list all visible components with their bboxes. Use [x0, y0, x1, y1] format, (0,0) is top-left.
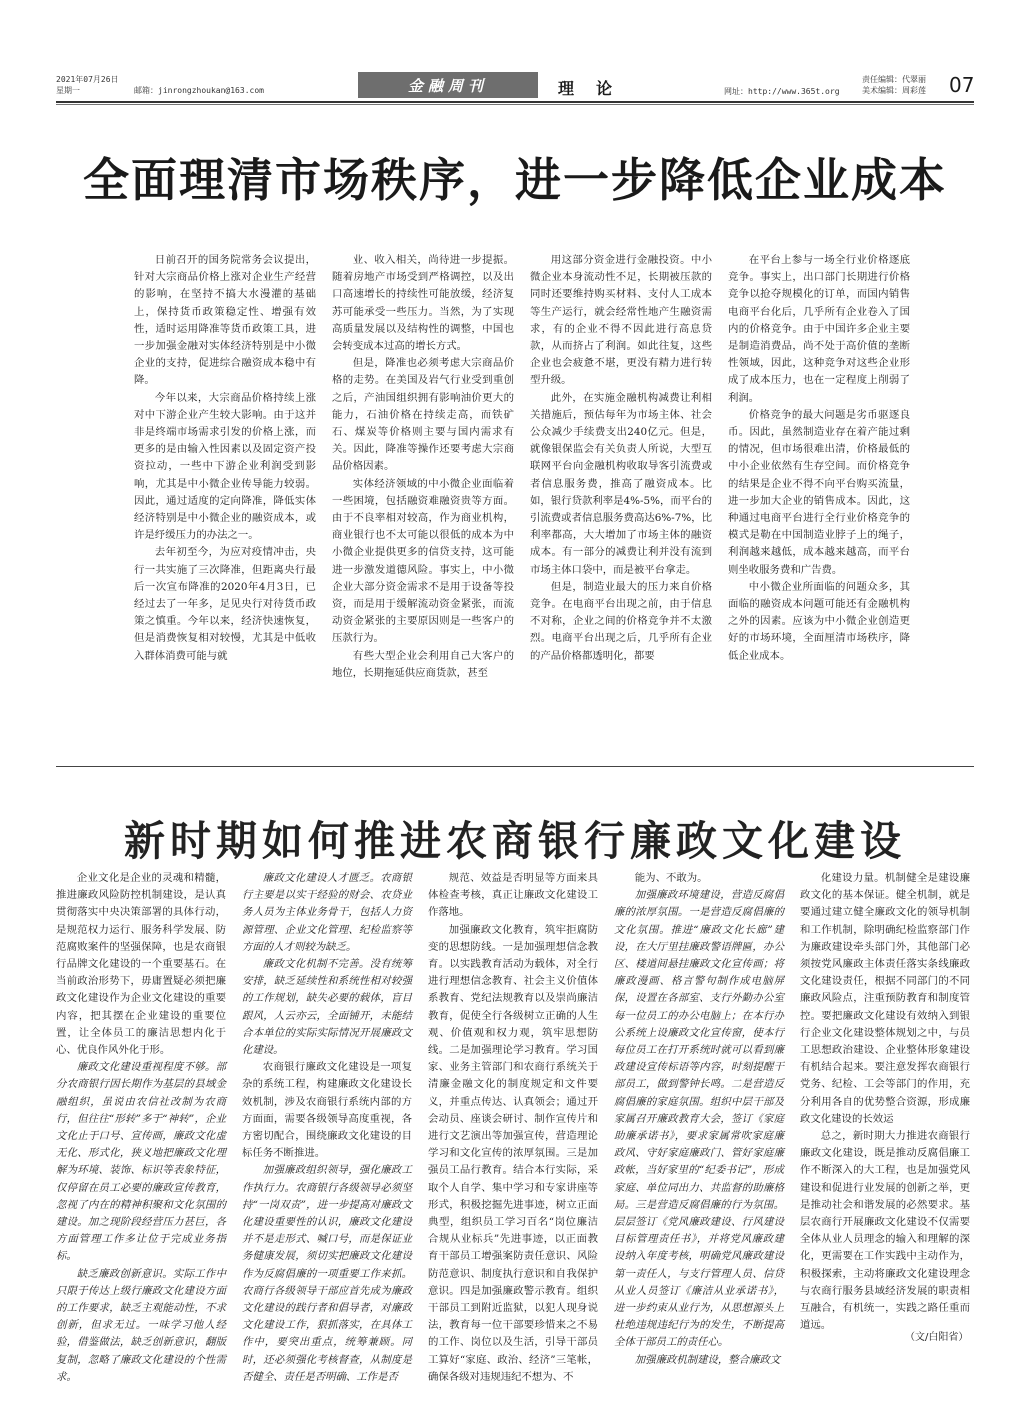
header-rule — [56, 101, 974, 103]
paragraph: 今年以来，大宗商品价格持续上涨对中下游企业产生较大影响。由于这并非是终端市场需求引发的价格上涨，而更多的是由输入性因素以及固定资产投资拉动，一些中下游企业利润受到影响，尤其是中小微企业传导能力较弱。因此，通过适度的定向降准，降低实体经济特别是中小微企业的融资成本，或许是纾缓压力的办法之一。 — [134, 391, 316, 542]
paragraph: 但是，制造业最大的压力来自价格竞争。在电商平台出现之前，由于信息不对称，企业之间的价格竞争并不太激烈。电商平台出现之后，几乎所有企业的产品价格都透明化，都要 — [530, 580, 712, 662]
article1-title: 全面理清市场秩序，进一步降低企业成本 — [83, 153, 947, 207]
contact-email: 邮箱：jinrongzhoukan@163.com — [134, 86, 264, 95]
text-column — [530, 252, 712, 662]
text-column — [428, 870, 598, 1383]
paragraph: 业、收入相关，尚待进一步提振。随着房地产市场受到严格调控，以及出口高速增长的持续性可能放缓，经济复苏可能承受一些压力。当然，为了实现高质量发展以及结构性的调整，中国也会转变成本过高的增长方式。 — [332, 254, 514, 353]
text-column — [242, 870, 412, 1383]
paragraph: 化建设力量。机制健全是建设廉政文化的基本保证。健全机制，就是要通过建立健全廉政文化的领导机制和工作机制，除明确纪检监察部门作为廉政建设牵头部门外，其他部门必须按党风廉政主体责任落实条线廉政文化建设责任，根据不同部门的不同廉政风险点，注重预防教育和制度管控。要把廉政文化建设有效纳入到银行企业文化建设整体规划之中，与员工思想政治建设、企业整体形象建设有机结合起来。要注意发挥农商银行党务、纪检、工会等部门的作用，充分利用各自的优势整合资源，形成廉政文化建设的长效运 — [800, 872, 970, 1125]
text-column — [134, 252, 316, 662]
paragraph: 日前召开的国务院常务会议提出，针对大宗商品价格上涨对企业生产经营的影响，在坚持不搞大水漫灌的基础上，保持货币政策稳定性、增强有效性，适时运用降准等货币政策工具，进一步加强金融对实体经济特别是中小微企业的支持，促进综合融资成本稳中有降。 — [134, 254, 316, 387]
text-column — [800, 870, 970, 1332]
website: 网址：http://www.365t.org — [724, 87, 840, 96]
masthead-logo: 金融周刊 — [358, 72, 538, 98]
paragraph: 价格竞争的最大问题是劣币驱逐良币。因此，虽然制造业存在着产能过剩的情况，但市场很难出清，价格最低的中小企业依然有生存空间。而价格竞争的结果是企业不得不向平台购买流量，进一步加大企业的销售成本。因此，这种通过电商平台进行全行业价格竞争的模式是勒在中国制造业脖子上的绳子，利润越来越低，成本越来越高，而平台则坐收服务费和广告费。 — [728, 408, 910, 576]
paragraph: 去年初至今，为应对疫情冲击，央行一共实施了三次降准，但距离央行最后一次宣布降准的2020年4月3日，已经过去了一年多，足见央行对待货币政策之慎重。今年以来，经济快速恢复，但是消费恢复相对较慢，尤其是中低收入群体消费可能与就 — [134, 546, 316, 662]
text-column — [728, 252, 910, 662]
text-column — [332, 252, 514, 679]
paragraph: 农商银行廉政文化建设是一项复杂的系统工程，构建廉政文化建设长效机制，涉及农商银行系统内部的方方面面，需要各级领导高度重视，各方密切配合，围绕廉政文化建设的目标任务不断推进。 — [242, 1061, 412, 1160]
page-number: 07 — [949, 73, 975, 97]
paragraph: 有些大型企业会利用自己大客户的地位，长期拖延供应商货款，甚至 — [332, 649, 514, 679]
paragraph: 总之，新时期大力推进农商银行廉政文化建设，既是推动反腐倡廉工作不断深入的大工程，也是加强党风建设和促进行业发展的创新之举，更是推动社会和谐发展的必然要求。基层农商行开展廉政文化建设不仅需要全体从业人员理念的输入和理解的深化，更需要在工作实践中主动作为，积极探索，主动将廉政文化建设理念与农商行服务县域经济发展的职责相互融合，有机统一，实践之路任重而道远。 — [800, 1130, 970, 1332]
byline: （文/白阳省） — [905, 1332, 969, 1343]
text-column — [56, 870, 226, 1383]
page-header — [56, 72, 974, 100]
paragraph: 实体经济领域的中小微企业面临着一些困境，包括融资难融资贵等方面。由于不良率相对较高，作为商业机构，商业银行也不太可能以很低的成本为中小微企业提供更多的信贷支持，这可能进一步激发道德风险。事实上，中小微企业大部分资金需求不是用于设备等投资，而是用于缓解流动资金紧张，而流动资金紧张的主要原因则是一些客户的压款行为。 — [332, 477, 514, 645]
article1-body — [134, 252, 910, 679]
article2-title: 新时期如何推进农商银行廉政文化建设 — [124, 817, 906, 865]
subheading-paragraph: 缺乏廉政创新意识。实际工作中只限于传达上级行廉政文化建设方面的工作要求，缺乏主观能动性，不求创新，但求无过。一味学习他人经验，借鉴做法，缺乏创新意识，翻版复制，忽略了廉政文化建设的个性需求。 — [56, 1267, 226, 1383]
art-editor: 美术编辑：周彩莲 — [862, 86, 926, 95]
subheading-paragraph: 加强廉政机制建设，整合廉政文 — [634, 1353, 781, 1366]
subheading-paragraph: 加强廉政组织领导，强化廉政工作执行力。农商银行各级领导必须坚持“一岗双责”，进一步提高对廉政文化建设重要性的认识，廉政文化建设并不是走形式、喊口号，而是保证业务健康发展，须切实把廉政文化建设作为反腐倡廉的一项重要工作来抓。农商行各级领导干部应首先成为廉政文化建设的践行者和倡导者，对廉政文化建设工作，狠抓落实，在具体工作中，要突出重点，统筹兼顾。同时，还必须强化考核督查，从制度是否健全、责任是否明确、工作是否 — [242, 1164, 412, 1383]
subheading-paragraph: 廉政文化机制不完善。没有统筹安排，缺乏延续性和系统性相对较强的工作规划，缺失必要的载体，盲目跟风，人云亦云，全面铺开，未能结合本单位的实际实际情况开展廉政文化建设。 — [242, 958, 412, 1057]
issue-date-block — [56, 74, 119, 96]
subheading-paragraph: 廉政文化建设重视程度不够。部分农商银行因长期作为基层的县域金融组织，虽说由农信社改制为农商行，但往往“形转”多于“神转”，企业文化止于口号、宣传画，廉政文化虚无化、形式化，狭义地把廉政文化理解为环境、装饰、标识等表象特征，仅停留在员工必要的廉政宣传教育，忽视了内在的精神积聚和文化氛围的建设。加之现阶段经营压力甚巨，各方面管理工作多让位于完成业务指标。 — [56, 1061, 226, 1263]
article-separator — [56, 766, 974, 767]
paragraph: 中小微企业所面临的问题众多，其面临的融资成本问题可能还有金融机构之外的因素。应该为中小微企业创造更好的市场环境，全面厘清市场秩序，降低企业成本。 — [728, 580, 910, 662]
subheading-paragraph: 加强廉政环境建设，营造反腐倡廉的浓厚氛围。一是营造反腐倡廉的文化氛围。推进“廉政文化长廊”建设，在大厅里挂廉政警语牌匾，办公区、楼道间悬挂廉政文化宣传画；将廉政漫画、格言警句制作成电脑屏保，设置在各部室、支行外勤办公室每一位员工的办公电脑上；在本行办公系统上设廉政文化宣传窗，使本行每位员工在打开系统时就可以看到廉政建设宣传标语等内容，时刻提醒干部员工，做到警钟长鸣。二是营造反腐倡廉的家庭氛围。组织中层干部及家属召开廉政教育大会，签订《家庭助廉承诺书》，要求家属常吹家庭廉政风、守好家庭廉政门、管好家庭廉政帐，当好家里的“纪委书记”，形成家庭、单位同出力、共监督的助廉格局。三是营造反腐倡廉的行为氛围。层层签订《党风廉政建设、行风建设目标管理责任书》，并将党风廉政建设纳入年度考核，明确党风廉政建设第一责任人，与支行管理人员、信贷从业人员签订《廉洁从业承诺书》，进一步约束从业行为，从思想源头上杜绝违规违纪行为的发生，不断提高全体干部员工的责任心。 — [614, 889, 784, 1349]
paragraph: 在平台上参与一场全行业价格逐底竞争。事实上，出口部门长期进行价格竞争以抢夺规模化的订单，而国内销售电商平台化后，几乎所有企业卷入了国内的价格竞争。由于中国许多企业主要是制造消费品，尚不处于高价值的垄断性领域，因此，这种竞争对这些企业形成了成本压力，也在一定程度上削弱了利润。 — [728, 254, 910, 404]
header-rule-thin — [56, 104, 974, 105]
paragraph: 但是，降准也必须考虑大宗商品价格的走势。在美国及岩气行业受到重创之后，产油国组织拥有影响油价更大的能力，石油价格在持续走高，而铁矿石、煤炭等价格则主要与国内需求有关。因此，降准等操作还要考虑大宗商品价格因素。 — [332, 357, 514, 473]
paragraph: 规范、效益是否明显等方面来具体检查考核，真正让廉政文化建设工作落地。 — [428, 872, 598, 919]
paragraph: 加强廉政文化教育，筑牢拒腐防变的思想防线。一是加强理想信念教育。以实践教育活动为载体，对全行进行理想信念教育、社会主义价值体系教育、党纪法规教育以及崇尚廉洁教育，促使全行各级树立正确的人生观、价值观和权力观，筑牢思想防线。二是加强理论学习教育。学习国家、业务主管部门和农商行系统关于清廉金融文化的制度规定和文件要义，并重点传达、认真领会；通过开会动员、座谈会研讨、制作宣传片和进行文艺演出等加强宣传，营造理论学习和文化宣传的浓厚氛围。三是加强员工品行教育。结合本行实际，采取个人自学、集中学习和专家讲座等形式，积极挖掘先进事迹，树立正面典型，组织员工学习百名“岗位廉洁合规从业标兵”先进事迹，以正面教育干部员工增强案防责任意识、风险防范意识、制度执行意识和自我保护意识。四是加强廉政警示教育。组织干部员工到附近监狱，以犯人现身说法，教育每一位干部要珍惜来之不易的工作、岗位以及生活，引导干部员工算好“家庭、政治、经济”三笔帐，确保各级对违规违纪不想为、不 — [428, 923, 598, 1383]
issue-date: 2021年07月26日 — [56, 75, 119, 84]
paragraph: 用这部分资金进行金融投资。中小微企业本身流动性不足，长期被压款的同时还要维持购买材料、支付人工成本等生产运行，就会经常性地产生融资需求，有的企业不得不因此进行高息贷款，从而挤占了利润。如此往复，这些企业也会疲惫不堪，更没有精力进行转型升级。 — [530, 254, 712, 387]
section-name: 理论 — [558, 79, 635, 98]
subheading-paragraph: 廉政文化建设人才匮乏。农商银行主要是以实干经验的财会、农贷业务人员为主体业务骨干，包括人力资源管理、企业文化管理、纪检监察等方面的人才则较为缺乏。 — [242, 872, 412, 953]
paragraph: 能为、不敢为。 — [634, 872, 708, 884]
text-column — [614, 870, 784, 1366]
paragraph: 此外，在实施金融机构减费让利相关措施后，预估每年为市场主体、社会公众减少手续费支出240亿元。但是，就像银保监会有关负责人所说，大型互联网平台向金融机构收取导客引流费或者信息服务费，推高了融资成本。比如，银行贷款利率是4%-5%，而平台的引流费或者信息服务费高达6%-7%，比利率都高，大大增加了市场主体的融资成本。有一部分的减费让利并没有流到市场主体口袋中，而是被平台拿走。 — [530, 391, 712, 576]
issue-weekday: 星期一 — [56, 86, 80, 95]
responsible-editor: 责任编辑：代翠丽 — [862, 75, 926, 84]
editors-block — [862, 74, 926, 96]
paragraph: 企业文化是企业的灵魂和精髓，推进廉政风险防控机制建设，是认真贯彻落实中央决策部署的具体行动，是规范权力运行、服务科学发展、防范腐败案件的坚强保障，也是农商银行品牌文化建设的一个重要基石。在当前政治形势下，毋庸置疑必须把廉政文化建设作为企业文化建设的重要内容，把其摆在企业建设的重要位置，让全体员工的廉洁思想内化于心、优良作风外化于形。 — [56, 872, 226, 1057]
